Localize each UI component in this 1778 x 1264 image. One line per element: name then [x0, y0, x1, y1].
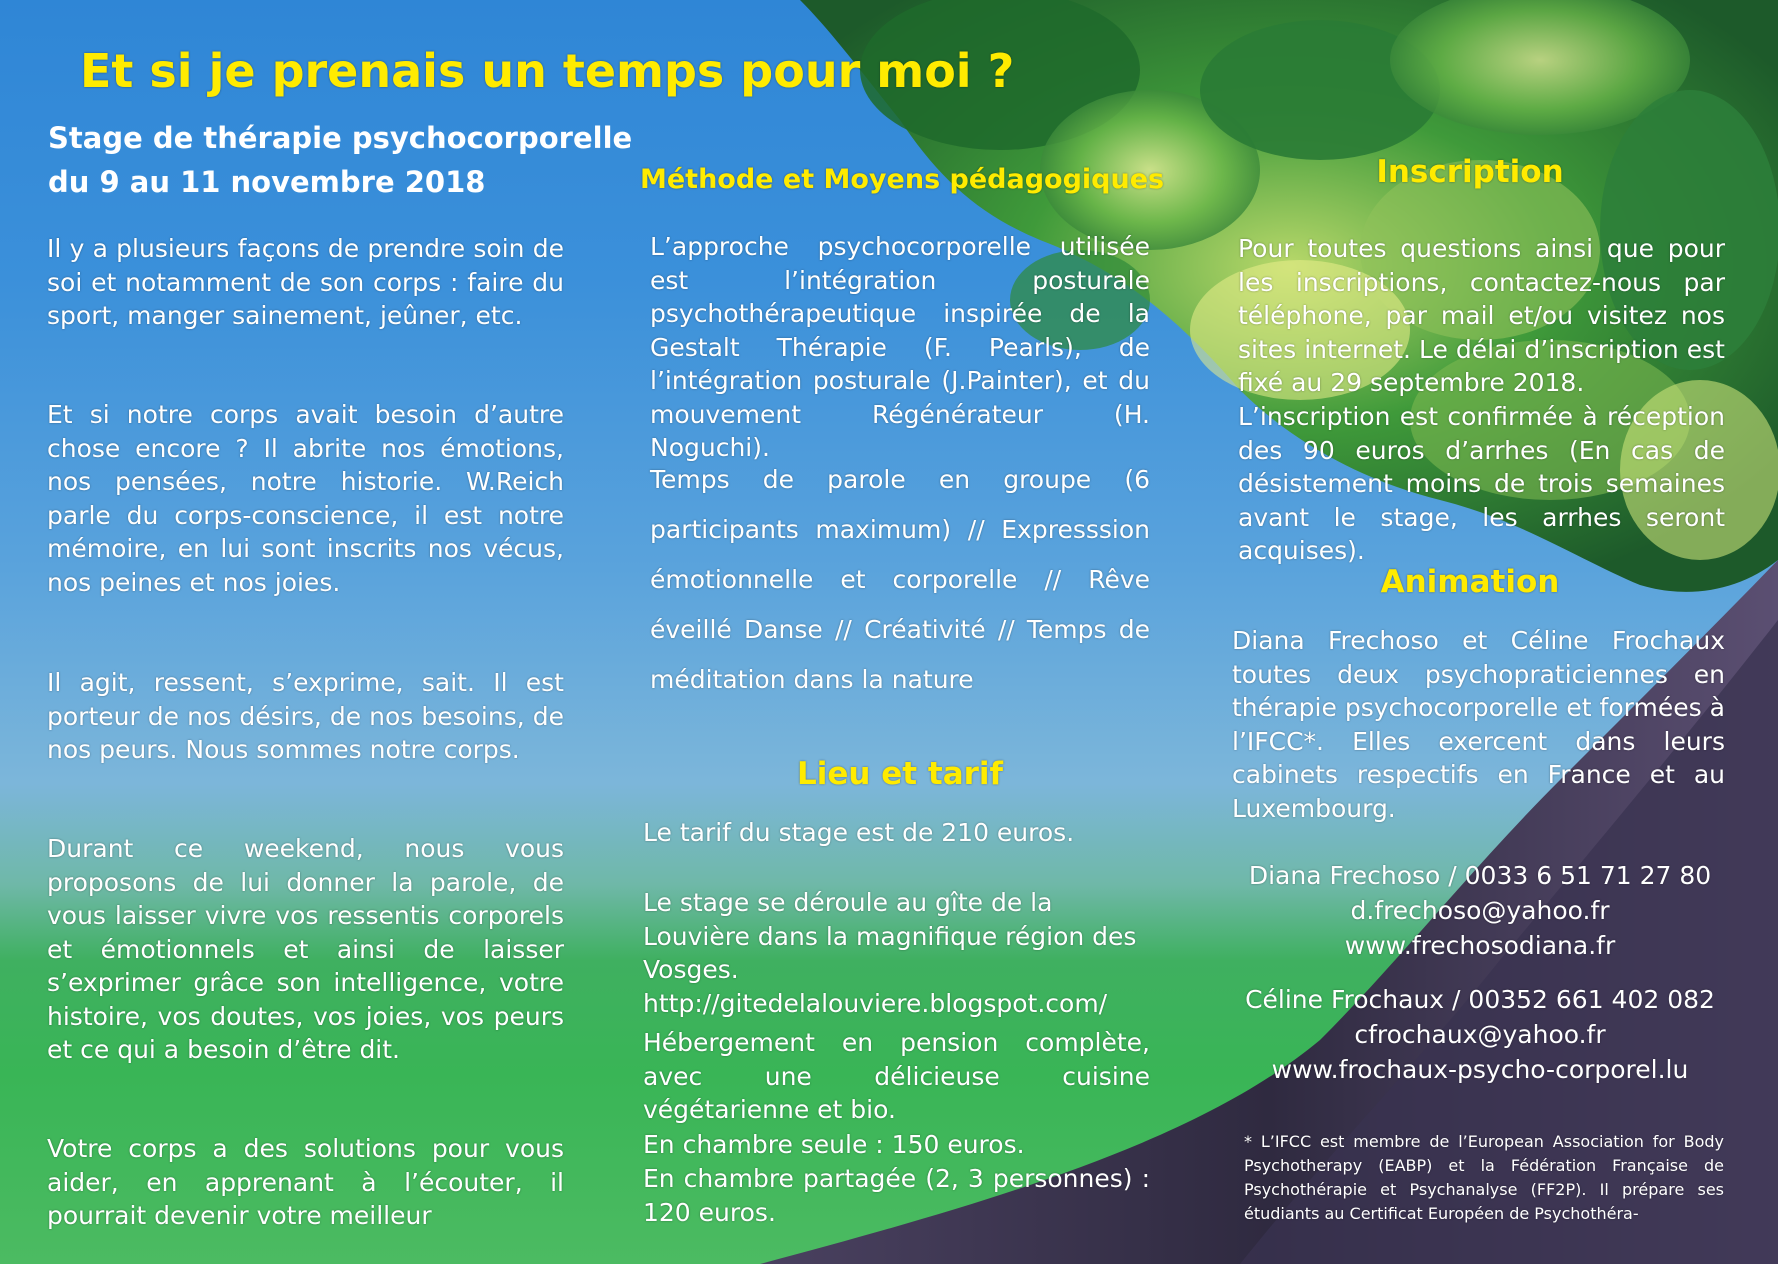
lieu-paragraph-2 — [643, 886, 1150, 1020]
lieu-location-text: Le stage se déroule au gîte de la Louvière dans la magnifique région des Vosges. — [643, 888, 1137, 984]
animation-heading: Animation — [1380, 564, 1560, 600]
left-paragraph-3: Il agit, ressent, s’exprime, sait. Il est porteur de nos désirs, de nos besoins, de nos peurs. Nous sommes notre corps. — [47, 668, 564, 764]
inscription-heading: Inscription — [1376, 154, 1564, 190]
left-paragraph-2: Et si notre corps avait besoin d’autre chose encore ? Il abrite nos émotions, nos pensées, notre historie. W.Reich parle du corps-conscience, il est notre mémoire, en lui sont inscrits nos vécus, nos peines et nos joies. — [47, 400, 564, 597]
lieu-paragraph-1: Le tarif du stage est de 210 euros. — [643, 818, 1075, 847]
inscription-paragraph-2: L’inscription est confirmée à réception des 90 euros d’arrhes (En cas de désistement moins de trois semaines avant le stage, les arrhes seront acquises). — [1238, 402, 1725, 565]
contact-diana-website[interactable]: www.frechosodiana.fr — [1344, 931, 1616, 960]
methode-heading: Méthode et Moyens pédagogiques — [640, 164, 1165, 195]
lieu-paragraph-5: En chambre partagée (2, 3 personnes) : 120 euros. — [643, 1164, 1150, 1227]
contact-celine-email[interactable]: cfrochaux@yahoo.fr — [1354, 1020, 1606, 1049]
lieu-paragraph-3: Hébergement en pension complète, avec une délicieuse cuisine végétarienne et bio. — [643, 1028, 1150, 1124]
contact-celine-phone: Céline Frochaux / 00352 661 402 082 — [1245, 985, 1715, 1014]
methode-paragraph-2: Temps de parole en groupe (6 participants maximum) // Expresssion émotionnelle et corporelle // Rêve éveillé Danse // Créativité // Temps de méditation dans la nature — [650, 465, 1150, 694]
methode-paragraph-1: L’approche psychocorporelle utilisée est l’intégration posturale psychothérapeutique inspirée de la Gestalt Thérapie (F. Pearls), de l’intégration posturale (J.Painter), et du mouvement Régénérateur (H. Noguchi). — [650, 232, 1150, 462]
ifcc-footnote: * L’IFCC est membre de l’European Association for Body Psychotherapy (EABP) et la Fédération Française de Psychothérapie et Psychanalyse (FF2P). Il prépare ses étudiants au Certificat Européen de Psychothéra- — [1244, 1132, 1724, 1223]
gite-url-link[interactable]: http://gitedelalouviere.blogspot.com/ — [643, 988, 1108, 1018]
subtitle — [48, 116, 632, 204]
contact-celine-website[interactable]: www.frochaux-psycho-corporel.lu — [1271, 1055, 1689, 1084]
contact-diana-phone: Diana Frechoso / 0033 6 51 71 27 80 — [1248, 861, 1712, 890]
contact-diana-email[interactable]: d.frechoso@yahoo.fr — [1350, 896, 1610, 925]
left-paragraph-5: Votre corps a des solutions pour vous aider, en apprenant à l’écouter, il pourrait devenir votre meilleur — [47, 1134, 564, 1230]
lieu-paragraph-4: En chambre seule : 150 euros. — [643, 1130, 1025, 1159]
contact-celine — [1220, 982, 1740, 1087]
left-paragraph-1: Il y a plusieurs façons de prendre soin de soi et notamment de son corps : faire du sport, manger sainement, jeûner, etc. — [47, 234, 564, 330]
lieu-heading: Lieu et tarif — [796, 756, 1004, 792]
page-title: Et si je prenais un temps pour moi ? — [80, 44, 1015, 98]
subtitle-line-2: du 9 au 11 novembre 2018 — [48, 165, 486, 199]
animation-paragraph: Diana Frechoso et Céline Frochaux toutes deux psychopraticiennes en thérapie psychocorporelle et formées à l’IFCC*. Elles exercent dans leurs cabinets respectifs en France et au Luxembourg. — [1232, 626, 1725, 823]
subtitle-line-1: Stage de thérapie psychocorporelle — [48, 121, 633, 155]
inscription-paragraph-1: Pour toutes questions ainsi que pour les inscriptions, contactez-nous par téléphone, par mail et/ou visitez nos sites internet. Le délai d’inscription est fixé au 29 septembre 2018. — [1238, 234, 1725, 397]
left-paragraph-4: Durant ce weekend, nous vous proposons de lui donner la parole, de vous laisser vivre vos ressentis corporels et émotionnels et ainsi de laisser s’exprimer grâce son intelligence, votre histoire, vos doutes, vos joies, vos peurs et ce qui a besoin d’être dit. — [47, 834, 564, 1064]
contact-diana — [1220, 858, 1740, 963]
